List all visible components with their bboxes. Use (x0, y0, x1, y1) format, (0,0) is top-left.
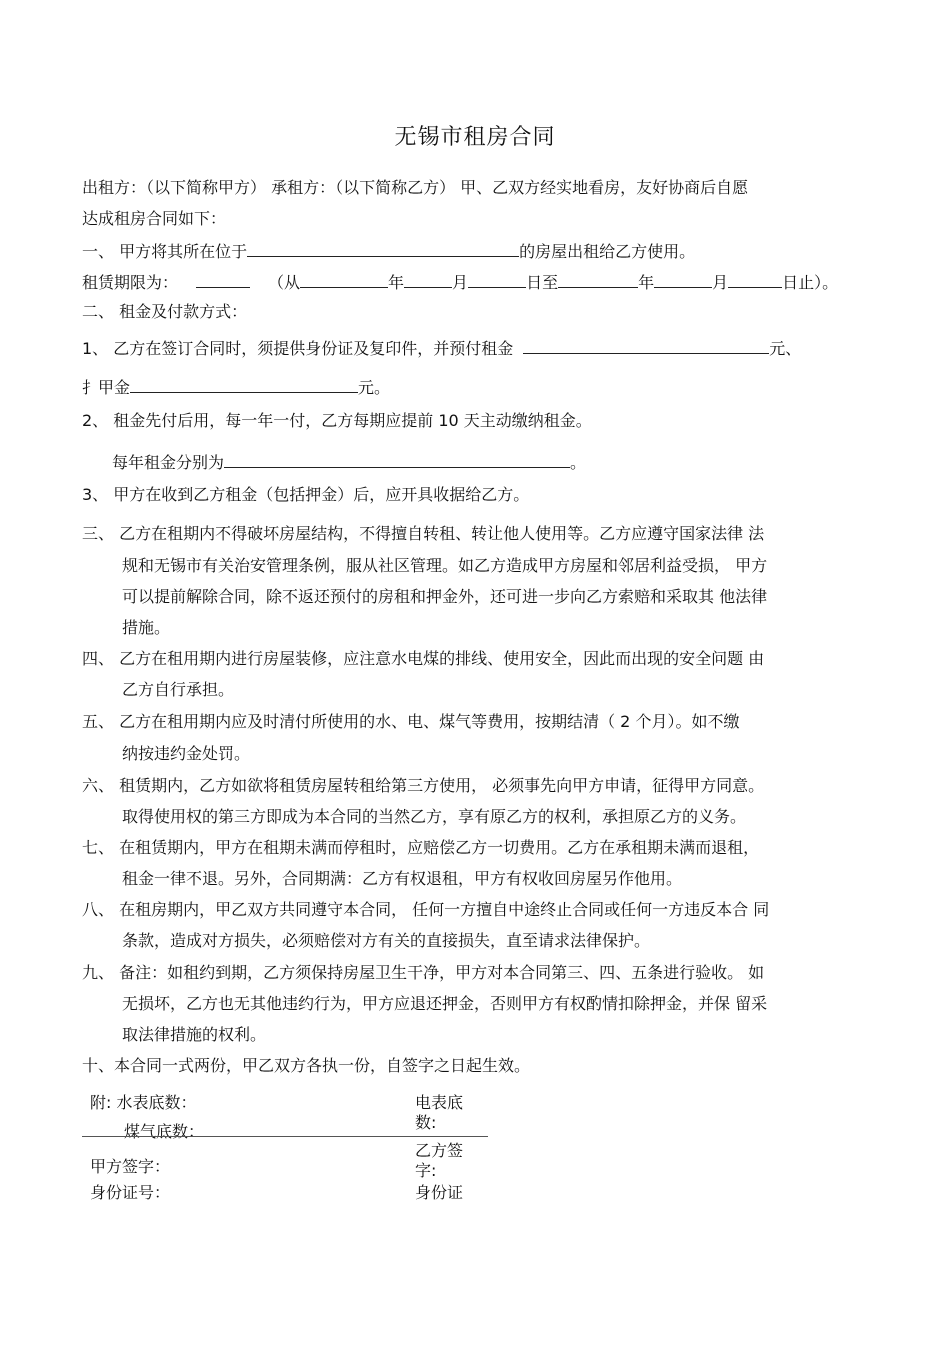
month-label: 月 (452, 273, 469, 292)
clause-1-lead: 一、 甲方将其所在位于 (82, 242, 248, 261)
year-label: 年 (388, 273, 405, 292)
start-year-blank[interactable] (300, 271, 388, 288)
clause-7-line-1: 七、 在租赁期内，甲方在租期未满而停租时，应赔偿乙方一切费用。乙方在承租期未满而退租， (82, 838, 760, 857)
year-label-2: 年 (638, 273, 655, 292)
party-a-signature-label: 甲方签字： (90, 1157, 171, 1176)
start-day-blank[interactable] (468, 271, 526, 288)
yuan-comma: 元、 (769, 339, 802, 358)
annual-rent-blank[interactable] (224, 451, 570, 468)
end-month-blank[interactable] (654, 271, 712, 288)
term-label: 租赁期限为： (82, 273, 179, 292)
party-b-id-label: 身份证 (415, 1183, 464, 1202)
water-meter-label: 附: 水表底数： (90, 1093, 197, 1112)
clause-3-line-3: 可以提前解除合同，除不返还预付的房租和押金外，还可进一步向乙方索赔和采取其 他法律 (122, 587, 768, 606)
clause-2-heading: 二、 租金及付款方式： (82, 302, 248, 321)
day-to-label: 日至 (526, 273, 559, 292)
end-year-blank[interactable] (558, 271, 638, 288)
gas-meter-label: 煤气底数： (124, 1122, 205, 1141)
clause-9-line-2: 无损坏，乙方也无其他违约行为，甲方应退还押金，否则甲方有权酌情扣除押金，并保 留采 (122, 994, 768, 1013)
annual-rent-period: 。 (570, 453, 587, 472)
clause-4-line-2: 乙方自行承担。 (122, 680, 235, 699)
electric-meter-label: 电表底数: (415, 1093, 464, 1132)
clause-2-1 (82, 337, 801, 359)
clause-2-3: 3、 甲方在收到乙方租金（包括押金）后，应开具收据给乙方。 (82, 485, 530, 504)
clause-6-line-2: 取得使用权的第三方即成为本合同的当然乙方，享有原乙方的权利，承担原乙方的义务。 (122, 807, 747, 826)
clause-5-line-1: 五、 乙方在租用期内应及时清付所使用的水、电、煤气等费用，按期结清（ 2 个月）。如不缴 (82, 712, 740, 731)
deposit-line (82, 376, 390, 398)
intro-line-1: 出租方：（以下简称甲方） 承租方：（以下简称乙方） 甲、乙双方经实地看房，友好协商后自愿 (82, 178, 749, 197)
term-from-label: （从 (268, 273, 301, 292)
party-a-id-label: 身份证号： (90, 1183, 171, 1202)
deposit-label: 扌甲金 (82, 378, 131, 397)
clause-8-line-2: 条款，造成对方损失，必须赔偿对方有关的直接损失，直至请求法律保护。 (122, 931, 651, 950)
clause-3-line-1: 三、 乙方在租期内不得破坏房屋结构，不得擅自转租、转让他人使用等。乙方应遵守国家法律 法 (82, 524, 765, 543)
clause-4-line-1: 四、 乙方在租用期内进行房屋装修，应注意水电煤的排线、使用安全，因此而出现的安全问题 由 (82, 649, 765, 668)
address-blank[interactable] (247, 240, 519, 257)
clause-2-1-text: 1、 乙方在签订合同时，须提供身份证及复印件，并预付租金 (82, 339, 514, 358)
annual-rent-label: 每年租金分别为 (112, 453, 225, 472)
prepaid-rent-blank[interactable] (523, 337, 769, 354)
clause-9-line-1: 九、 备注：如租约到期，乙方须保持房屋卫生干净，甲方对本合同第三、四、五条进行验收。 如 (82, 963, 765, 982)
clause-5-line-2: 纳按违约金处罚。 (122, 744, 251, 763)
party-b-signature-label: 乙方签字: (415, 1141, 464, 1180)
term-duration-blank[interactable] (196, 271, 250, 288)
clause-7-line-2: 租金一律不退。另外，合同期满：乙方有权退租，甲方有权收回房屋另作他用。 (122, 869, 683, 888)
clause-1 (82, 240, 695, 262)
day-end-label: 日止）。 (782, 273, 839, 292)
deposit-blank[interactable] (130, 376, 358, 393)
month-label-2: 月 (712, 273, 729, 292)
clause-6-line-1: 六、 租赁期内，乙方如欲将租赁房屋转租给第三方使用， 必须事先向甲方申请，征得甲方同意。 (82, 776, 765, 795)
yuan-period: 元。 (358, 378, 391, 397)
end-day-blank[interactable] (728, 271, 782, 288)
clause-10: 十、本合同一式两份，甲乙双方各执一份，自签字之日起生效。 (82, 1056, 531, 1075)
lease-term-line (82, 271, 838, 293)
clause-1-tail: 的房屋出租给乙方使用。 (519, 242, 696, 261)
clause-2-2: 2、 租金先付后用，每一年一付，乙方每期应提前 10 天主动缴纳租金。 (82, 411, 592, 430)
clause-9-line-3: 取法律措施的权利。 (122, 1025, 267, 1044)
clause-3-line-4: 措施。 (122, 618, 171, 637)
section-divider (82, 1136, 488, 1137)
annual-rent-line (112, 451, 586, 473)
start-month-blank[interactable] (404, 271, 452, 288)
clause-3-line-2: 规和无锡市有关治安管理条例，服从社区管理。如乙方造成甲方房屋和邻居利益受损， 甲方 (122, 556, 768, 575)
intro-line-2: 达成租房合同如下： (82, 209, 227, 228)
clause-8-line-1: 八、 在租房期内，甲乙双方共同遵守本合同， 任何一方擅自中途终止合同或任何一方违反本合 同 (82, 900, 770, 919)
document-title: 无锡市租房合同 (394, 125, 556, 150)
